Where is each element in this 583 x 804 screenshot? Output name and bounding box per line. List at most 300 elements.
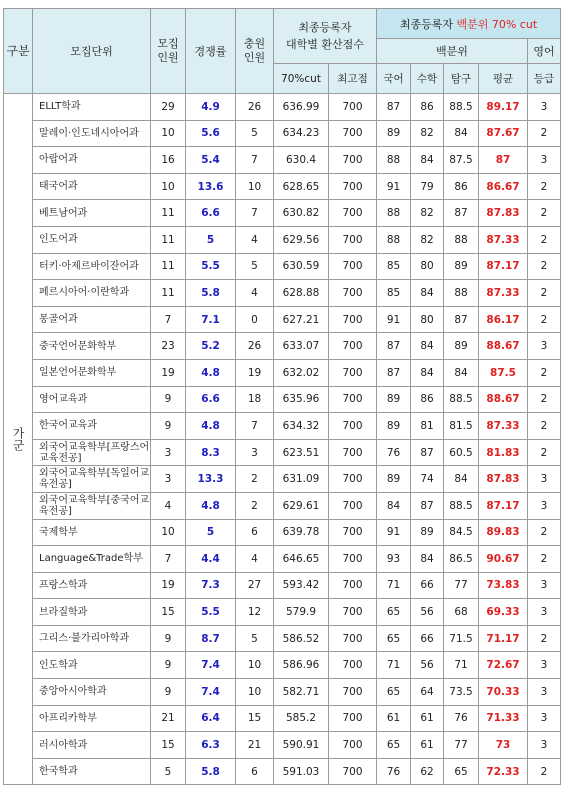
math-cell: 86	[411, 386, 444, 413]
inquiry-cell: 89	[444, 333, 479, 360]
cut70-cell: 639.78	[274, 519, 329, 546]
max-score-cell: 700	[329, 120, 377, 147]
table-row	[4, 652, 561, 679]
unit-cell: 태국어과	[33, 173, 151, 200]
header-competition: 경쟁률	[186, 9, 236, 94]
english-grade-cell: 2	[528, 519, 561, 546]
recruit-cell: 23	[151, 333, 186, 360]
math-cell: 84	[411, 359, 444, 386]
cut70-cell: 632.02	[274, 359, 329, 386]
math-cell: 82	[411, 200, 444, 227]
average-cell: 87.17	[479, 253, 528, 280]
table-row	[4, 732, 561, 759]
header-max: 최고점	[329, 64, 377, 94]
cut70-cell: 631.09	[274, 466, 329, 493]
unit-cell: 영어교육과	[33, 386, 151, 413]
competition-cell: 4.4	[186, 546, 236, 573]
math-cell: 87	[411, 492, 444, 519]
competition-cell: 7.4	[186, 652, 236, 679]
english-grade-cell: 2	[528, 625, 561, 652]
math-cell: 62	[411, 758, 444, 785]
korean-cell: 89	[377, 120, 411, 147]
average-cell: 89.17	[479, 94, 528, 121]
group-label: 가군	[4, 94, 33, 785]
max-score-cell: 700	[329, 572, 377, 599]
max-score-cell: 700	[329, 253, 377, 280]
average-cell: 73.83	[479, 572, 528, 599]
table-row	[4, 572, 561, 599]
header-final-score-line1: 최종등록자	[298, 21, 352, 34]
competition-cell: 4.9	[186, 94, 236, 121]
table-row	[4, 173, 561, 200]
inquiry-cell: 84	[444, 466, 479, 493]
extra-cell: 10	[236, 173, 274, 200]
header-percentile-highlight: 백분위 70% cut	[456, 17, 538, 31]
admissions-table-wrapper	[3, 8, 561, 785]
extra-cell: 12	[236, 599, 274, 626]
recruit-cell: 15	[151, 599, 186, 626]
extra-cell: 7	[236, 200, 274, 227]
average-cell: 86.67	[479, 173, 528, 200]
korean-cell: 76	[377, 758, 411, 785]
competition-cell: 5	[186, 226, 236, 253]
math-cell: 61	[411, 732, 444, 759]
korean-cell: 88	[377, 147, 411, 174]
extra-cell: 7	[236, 147, 274, 174]
math-cell: 86	[411, 94, 444, 121]
average-cell: 87.33	[479, 413, 528, 440]
average-cell: 88.67	[479, 333, 528, 360]
average-cell: 72.67	[479, 652, 528, 679]
cut70-cell: 579.9	[274, 599, 329, 626]
header-cut70: 70%cut	[274, 64, 329, 94]
unit-cell: 말레이·인도네시아어과	[33, 120, 151, 147]
cut70-cell: 630.59	[274, 253, 329, 280]
table-row	[4, 413, 561, 440]
inquiry-cell: 87	[444, 200, 479, 227]
unit-cell: 몽골어과	[33, 306, 151, 333]
unit-cell: 외국어교육학부[프랑스어교육전공]	[33, 439, 151, 466]
table-row	[4, 200, 561, 227]
extra-cell: 6	[236, 758, 274, 785]
max-score-cell: 700	[329, 679, 377, 706]
cut70-cell: 630.82	[274, 200, 329, 227]
math-cell: 84	[411, 280, 444, 307]
header-average: 평균	[479, 64, 528, 94]
math-cell: 61	[411, 705, 444, 732]
korean-cell: 87	[377, 94, 411, 121]
header-inquiry: 탐구	[444, 64, 479, 94]
header-final-score-line2: 대학별 환산점수	[286, 38, 364, 51]
cut70-cell: 586.96	[274, 652, 329, 679]
header-math: 수학	[411, 64, 444, 94]
cut70-cell: 634.32	[274, 413, 329, 440]
cut70-cell: 585.2	[274, 705, 329, 732]
recruit-cell: 11	[151, 226, 186, 253]
header-gubun: 구분	[4, 9, 33, 94]
korean-cell: 89	[377, 386, 411, 413]
extra-cell: 2	[236, 466, 274, 493]
table-body	[4, 94, 561, 785]
english-grade-cell: 3	[528, 333, 561, 360]
math-cell: 84	[411, 147, 444, 174]
table-row	[4, 492, 561, 519]
max-score-cell: 700	[329, 306, 377, 333]
math-cell: 66	[411, 625, 444, 652]
unit-cell: 브라질학과	[33, 599, 151, 626]
cut70-cell: 633.07	[274, 333, 329, 360]
english-grade-cell: 2	[528, 413, 561, 440]
korean-cell: 93	[377, 546, 411, 573]
competition-cell: 7.1	[186, 306, 236, 333]
english-grade-cell: 2	[528, 386, 561, 413]
korean-cell: 65	[377, 732, 411, 759]
korean-cell: 71	[377, 652, 411, 679]
competition-cell: 5.8	[186, 758, 236, 785]
competition-cell: 5.2	[186, 333, 236, 360]
math-cell: 66	[411, 572, 444, 599]
table-row	[4, 147, 561, 174]
header-recruit: 모집인원	[151, 9, 186, 94]
korean-cell: 65	[377, 599, 411, 626]
unit-cell: 인도학과	[33, 652, 151, 679]
math-cell: 80	[411, 253, 444, 280]
competition-cell: 7.4	[186, 679, 236, 706]
english-grade-cell: 2	[528, 439, 561, 466]
english-grade-cell: 2	[528, 226, 561, 253]
korean-cell: 61	[377, 705, 411, 732]
average-cell: 71.17	[479, 625, 528, 652]
inquiry-cell: 73.5	[444, 679, 479, 706]
extra-cell: 6	[236, 519, 274, 546]
unit-cell: 인도어과	[33, 226, 151, 253]
header-unit: 모집단위	[33, 9, 151, 94]
header-final-score	[274, 9, 377, 64]
extra-cell: 4	[236, 546, 274, 573]
extra-cell: 26	[236, 94, 274, 121]
inquiry-cell: 60.5	[444, 439, 479, 466]
recruit-cell: 7	[151, 546, 186, 573]
inquiry-cell: 84	[444, 120, 479, 147]
inquiry-cell: 81.5	[444, 413, 479, 440]
math-cell: 82	[411, 120, 444, 147]
max-score-cell: 700	[329, 333, 377, 360]
admissions-table	[3, 8, 561, 785]
unit-cell: 일본언어문화학부	[33, 359, 151, 386]
korean-cell: 87	[377, 333, 411, 360]
max-score-cell: 700	[329, 280, 377, 307]
english-grade-cell: 3	[528, 652, 561, 679]
table-row	[4, 226, 561, 253]
inquiry-cell: 86.5	[444, 546, 479, 573]
recruit-cell: 21	[151, 705, 186, 732]
cut70-cell: 646.65	[274, 546, 329, 573]
recruit-cell: 9	[151, 386, 186, 413]
cut70-cell: 582.71	[274, 679, 329, 706]
table-row	[4, 758, 561, 785]
math-cell: 84	[411, 333, 444, 360]
table-row	[4, 386, 561, 413]
competition-cell: 7.3	[186, 572, 236, 599]
table-row	[4, 466, 561, 493]
inquiry-cell: 84	[444, 359, 479, 386]
header-extra: 충원인원	[236, 9, 274, 94]
recruit-cell: 3	[151, 466, 186, 493]
max-score-cell: 700	[329, 732, 377, 759]
extra-cell: 5	[236, 120, 274, 147]
korean-cell: 91	[377, 173, 411, 200]
english-grade-cell: 3	[528, 492, 561, 519]
unit-cell: 한국어교육과	[33, 413, 151, 440]
korean-cell: 65	[377, 679, 411, 706]
english-grade-cell: 3	[528, 599, 561, 626]
max-score-cell: 700	[329, 519, 377, 546]
math-cell: 89	[411, 519, 444, 546]
inquiry-cell: 71	[444, 652, 479, 679]
english-grade-cell: 3	[528, 732, 561, 759]
header-percentile-prefix: 최종등록자	[399, 17, 457, 31]
competition-cell: 8.7	[186, 625, 236, 652]
competition-cell: 6.4	[186, 705, 236, 732]
english-grade-cell: 3	[528, 466, 561, 493]
korean-cell: 65	[377, 625, 411, 652]
extra-cell: 5	[236, 253, 274, 280]
max-score-cell: 700	[329, 546, 377, 573]
inquiry-cell: 86	[444, 173, 479, 200]
table-row	[4, 94, 561, 121]
extra-cell: 26	[236, 333, 274, 360]
math-cell: 64	[411, 679, 444, 706]
math-cell: 80	[411, 306, 444, 333]
inquiry-cell: 87.5	[444, 147, 479, 174]
recruit-cell: 3	[151, 439, 186, 466]
inquiry-cell: 87	[444, 306, 479, 333]
korean-cell: 88	[377, 226, 411, 253]
average-cell: 90.67	[479, 546, 528, 573]
competition-cell: 5	[186, 519, 236, 546]
english-grade-cell: 3	[528, 572, 561, 599]
average-cell: 71.33	[479, 705, 528, 732]
extra-cell: 3	[236, 439, 274, 466]
table-row	[4, 439, 561, 466]
english-grade-cell: 2	[528, 758, 561, 785]
unit-cell: 러시아학과	[33, 732, 151, 759]
extra-cell: 15	[236, 705, 274, 732]
average-cell: 88.67	[479, 386, 528, 413]
table-row	[4, 519, 561, 546]
table-row	[4, 306, 561, 333]
math-cell: 74	[411, 466, 444, 493]
inquiry-cell: 88	[444, 280, 479, 307]
average-cell: 89.83	[479, 519, 528, 546]
unit-cell: 페르시아어·이란학과	[33, 280, 151, 307]
inquiry-cell: 76	[444, 705, 479, 732]
extra-cell: 19	[236, 359, 274, 386]
unit-cell: ELLT학과	[33, 94, 151, 121]
recruit-cell: 11	[151, 253, 186, 280]
english-grade-cell: 2	[528, 120, 561, 147]
unit-cell: 한국학과	[33, 758, 151, 785]
inquiry-cell: 88.5	[444, 94, 479, 121]
english-grade-cell: 3	[528, 147, 561, 174]
max-score-cell: 700	[329, 625, 377, 652]
recruit-cell: 9	[151, 413, 186, 440]
competition-cell: 4.8	[186, 492, 236, 519]
average-cell: 73	[479, 732, 528, 759]
cut70-cell: 634.23	[274, 120, 329, 147]
recruit-cell: 19	[151, 572, 186, 599]
average-cell: 87.83	[479, 200, 528, 227]
competition-cell: 5.8	[186, 280, 236, 307]
cut70-cell: 591.03	[274, 758, 329, 785]
unit-cell: 베트남어과	[33, 200, 151, 227]
table-row	[4, 120, 561, 147]
table-row	[4, 253, 561, 280]
unit-cell: 국제학부	[33, 519, 151, 546]
korean-cell: 89	[377, 466, 411, 493]
inquiry-cell: 88.5	[444, 492, 479, 519]
max-score-cell: 700	[329, 413, 377, 440]
unit-cell: 그리스·불가리아학과	[33, 625, 151, 652]
recruit-cell: 7	[151, 306, 186, 333]
competition-cell: 6.6	[186, 386, 236, 413]
max-score-cell: 700	[329, 386, 377, 413]
english-grade-cell: 2	[528, 359, 561, 386]
header-korean: 국어	[377, 64, 411, 94]
english-grade-cell: 2	[528, 280, 561, 307]
max-score-cell: 700	[329, 200, 377, 227]
cut70-cell: 627.21	[274, 306, 329, 333]
max-score-cell: 700	[329, 599, 377, 626]
cut70-cell: 593.42	[274, 572, 329, 599]
english-grade-cell: 2	[528, 306, 561, 333]
extra-cell: 10	[236, 652, 274, 679]
english-grade-cell: 3	[528, 705, 561, 732]
unit-cell: 터키·아제르바이잔어과	[33, 253, 151, 280]
cut70-cell: 630.4	[274, 147, 329, 174]
english-grade-cell: 2	[528, 253, 561, 280]
inquiry-cell: 89	[444, 253, 479, 280]
english-grade-cell: 2	[528, 173, 561, 200]
average-cell: 87.33	[479, 226, 528, 253]
extra-cell: 4	[236, 280, 274, 307]
average-cell: 87.83	[479, 466, 528, 493]
competition-cell: 13.6	[186, 173, 236, 200]
recruit-cell: 10	[151, 519, 186, 546]
max-score-cell: 700	[329, 94, 377, 121]
unit-cell: 아랍어과	[33, 147, 151, 174]
max-score-cell: 700	[329, 758, 377, 785]
table-row	[4, 679, 561, 706]
recruit-cell: 15	[151, 732, 186, 759]
english-grade-cell: 2	[528, 200, 561, 227]
math-cell: 82	[411, 226, 444, 253]
average-cell: 72.33	[479, 758, 528, 785]
unit-cell: 프랑스학과	[33, 572, 151, 599]
unit-cell: 아프리카학부	[33, 705, 151, 732]
korean-cell: 88	[377, 200, 411, 227]
korean-cell: 91	[377, 519, 411, 546]
extra-cell: 0	[236, 306, 274, 333]
math-cell: 84	[411, 546, 444, 573]
korean-cell: 89	[377, 413, 411, 440]
recruit-cell: 19	[151, 359, 186, 386]
recruit-cell: 4	[151, 492, 186, 519]
recruit-cell: 16	[151, 147, 186, 174]
max-score-cell: 700	[329, 359, 377, 386]
extra-cell: 10	[236, 679, 274, 706]
competition-cell: 5.4	[186, 147, 236, 174]
header-percentile-cut	[377, 9, 561, 39]
inquiry-cell: 84.5	[444, 519, 479, 546]
unit-cell: 외국어교육학부[독일어교육전공]	[33, 466, 151, 493]
competition-cell: 8.3	[186, 439, 236, 466]
extra-cell: 5	[236, 625, 274, 652]
max-score-cell: 700	[329, 147, 377, 174]
cut70-cell: 628.88	[274, 280, 329, 307]
average-cell: 87.67	[479, 120, 528, 147]
recruit-cell: 11	[151, 200, 186, 227]
competition-cell: 5.5	[186, 253, 236, 280]
english-grade-cell: 3	[528, 679, 561, 706]
korean-cell: 76	[377, 439, 411, 466]
math-cell: 56	[411, 652, 444, 679]
table-row	[4, 599, 561, 626]
header-percentile: 백분위	[377, 39, 528, 64]
competition-cell: 5.5	[186, 599, 236, 626]
competition-cell: 4.8	[186, 413, 236, 440]
table-row	[4, 280, 561, 307]
inquiry-cell: 71.5	[444, 625, 479, 652]
cut70-cell: 628.65	[274, 173, 329, 200]
recruit-cell: 10	[151, 173, 186, 200]
english-grade-cell: 2	[528, 546, 561, 573]
max-score-cell: 700	[329, 226, 377, 253]
recruit-cell: 11	[151, 280, 186, 307]
max-score-cell: 700	[329, 173, 377, 200]
math-cell: 81	[411, 413, 444, 440]
competition-cell: 6.3	[186, 732, 236, 759]
max-score-cell: 700	[329, 652, 377, 679]
math-cell: 79	[411, 173, 444, 200]
cut70-cell: 636.99	[274, 94, 329, 121]
korean-cell: 91	[377, 306, 411, 333]
cut70-cell: 586.52	[274, 625, 329, 652]
korean-cell: 84	[377, 492, 411, 519]
inquiry-cell: 77	[444, 572, 479, 599]
max-score-cell: 700	[329, 492, 377, 519]
extra-cell: 18	[236, 386, 274, 413]
competition-cell: 6.6	[186, 200, 236, 227]
extra-cell: 7	[236, 413, 274, 440]
competition-cell: 5.6	[186, 120, 236, 147]
recruit-cell: 10	[151, 120, 186, 147]
header-english: 영어	[528, 39, 561, 64]
table-row	[4, 333, 561, 360]
competition-cell: 4.8	[186, 359, 236, 386]
inquiry-cell: 65	[444, 758, 479, 785]
average-cell: 87.5	[479, 359, 528, 386]
max-score-cell: 700	[329, 439, 377, 466]
inquiry-cell: 68	[444, 599, 479, 626]
cut70-cell: 629.61	[274, 492, 329, 519]
unit-cell: 중국언어문화학부	[33, 333, 151, 360]
unit-cell: 중앙아시아학과	[33, 679, 151, 706]
average-cell: 87.33	[479, 280, 528, 307]
unit-cell: Language&Trade학부	[33, 546, 151, 573]
average-cell: 87.17	[479, 492, 528, 519]
average-cell: 70.33	[479, 679, 528, 706]
